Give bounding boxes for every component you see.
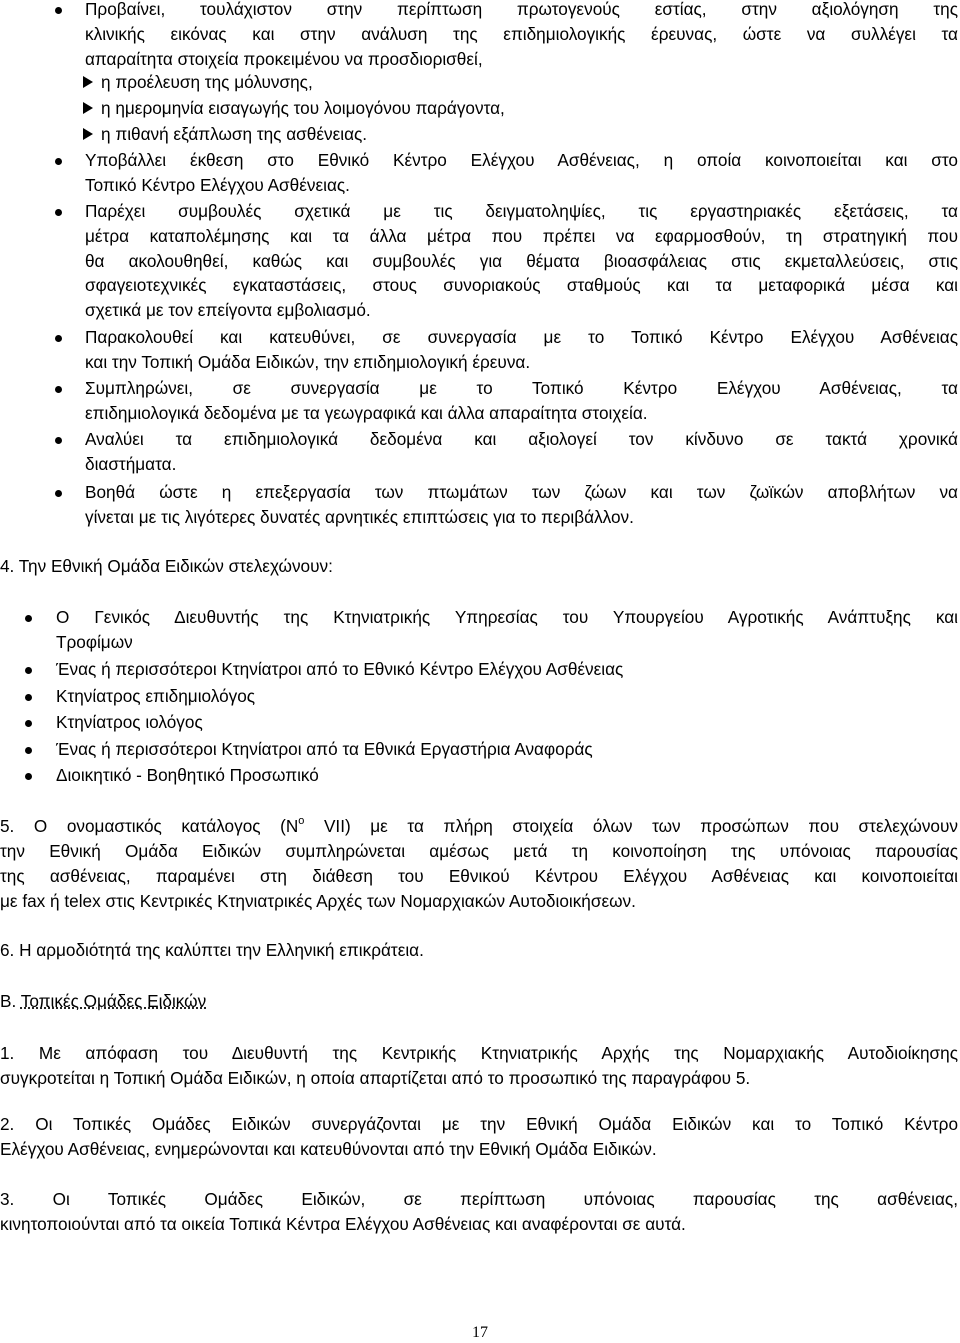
text-line: επιδημιολογικά δεδομένα με τα γεωγραφικά και άλλα απαραίτητα στοιχεία.	[85, 402, 648, 423]
bullet-dot-icon	[55, 335, 62, 342]
arrow-item-text: η ημερομηνία εισαγωγής του λοιμογόνου παράγοντα,	[101, 98, 505, 118]
bullet-item	[85, 148, 958, 198]
text-line: θα ακολουθηθεί, καθώς και συμβουλές για θέματα βιοασφάλειας στις εκμεταλλεύσεις, στις	[85, 250, 958, 271]
bullet-item	[85, 0, 958, 71]
text-line: Βοηθά ώστε η επεξεργασία των πτωμάτων των ζώων και των ζωϊκών αποβλήτων να	[85, 482, 958, 502]
text-line: διαστήματα.	[85, 453, 177, 474]
text-line: συγκροτείται η Τοπική Ομάδα Ειδικών, η οποία απαρτίζεται από το προσωπικό της παραγράφου 5.	[0, 1068, 751, 1088]
bullet-dot-icon	[25, 720, 32, 727]
text-line: την Εθνική Ομάδα Ειδικών συμπληρώνεται αμέσως μετά τη κοινοποίηση της υπόνοιας παρουσίας	[0, 841, 958, 861]
team-member-item	[56, 763, 958, 788]
text-line: κινητοποιούνται από τα οικεία Τοπικά Κέντρα Ελέγχου Ασθένειας και αναφέρονται σε αυτά.	[0, 1214, 686, 1234]
team-member-item	[56, 710, 958, 735]
section-6-text: 6. Η αρμοδιότητά της καλύπτει την Ελληνική επικράτεια.	[0, 940, 424, 960]
arrow-right-icon	[83, 102, 93, 114]
text-line: Προβαίνει, τουλάχιστον στην περίπτωση πρωτογενούς εστίας, στην αξιολόγηση της	[85, 0, 958, 19]
text-line: γίνεται με τις λιγότερες δυνατές αρνητικές επιπτώσεις για το περιβάλλον.	[85, 506, 634, 527]
bullet-item	[85, 199, 958, 323]
text-line: Αναλύει τα επιδημιολογικά δεδομένα και αξιολογεί τον κίνδυνο σε τακτά χρονικά	[85, 429, 958, 449]
bullet-dot-icon	[55, 7, 62, 14]
text-line: σφαγειοτεχνικές εγκαταστάσεις, στους συνοριακούς σταθμούς και τα μεταφορικά μέσα και	[85, 275, 958, 296]
text-line: Τροφίμων	[56, 631, 133, 652]
text-line: απαραίτητα στοιχεία προκειμένου να προσδιορισθεί,	[85, 48, 483, 69]
text-line: Ένας ή περισσότεροι Κτηνίατροι από τα Εθνικά Εργαστήρια Αναφοράς	[56, 739, 593, 759]
bullet-dot-icon	[25, 773, 32, 780]
text-line: Τοπικό Κέντρο Ελέγχου Ασθένειας.	[85, 174, 350, 195]
text-line: Παρακολουθεί και κατευθύνει, σε συνεργασία με το Τοπικό Κέντρο Ελέγχου Ασθένειας	[85, 327, 958, 347]
text-line: μέτρα καταπολέμησης και τα άλλα μέτρα που πρέπει να εφαρμοσθούν, τη στρατηγική που	[85, 225, 958, 246]
bullet-dot-icon	[25, 747, 32, 754]
text-line: Ελέγχου Ασθένειας, ενημερώνονται και κατευθύνονται από την Εθνική Ομάδα Ειδικών.	[0, 1139, 657, 1159]
team-member-item	[56, 657, 958, 682]
section-4-heading: 4. Την Εθνική Ομάδα Ειδικών στελεχώνουν:	[0, 556, 333, 576]
text-fragment: VII) με τα πλήρη στοιχεία όλων των προσώπων που στελεχώνουν	[304, 816, 958, 836]
text-line: Ο Γενικός Διευθυντής της Κτηνιατρικής Υπηρεσίας του Υπουργείου Αγροτικής Ανάπτυξης και	[56, 607, 958, 627]
b-paragraph-1	[0, 1041, 958, 1091]
section-5-paragraph	[0, 814, 958, 914]
superscript: ο	[298, 815, 305, 827]
bullet-dot-icon	[55, 209, 62, 216]
arrow-right-icon	[83, 128, 93, 140]
arrow-right-icon	[83, 76, 93, 88]
bullet-item	[85, 480, 958, 530]
text-line: κλινικής εικόνας και στην ανάλυση της επιδημιολογικής έρευνας, ώστε να συλλέγει τα	[85, 23, 958, 44]
text-line: 2. Οι Τοπικές Ομάδες Ειδικών συνεργάζονται με την Εθνική Ομάδα Ειδικών και το Τοπικό Κέντρο	[0, 1114, 958, 1134]
team-member-item	[56, 605, 958, 655]
text-line	[0, 814, 958, 839]
text-line: Κτηνίατρος ιολόγος	[56, 712, 203, 732]
text-line: και την Τοπική Ομάδα Ειδικών, την επιδημιολογική έρευνα.	[85, 351, 531, 372]
text-line: της ασθένειας, παραμένει στη διάθεση του Εθνικού Κέντρου Ελέγχου Ασθένειας και κοινοποιείται	[0, 866, 958, 886]
text-line: Συμπληρώνει, σε συνεργασία με το Τοπικό Κέντρο Ελέγχου Ασθένειας, τα	[85, 378, 958, 398]
text-line: 1. Με απόφαση του Διευθυντή της Κεντρικής Κτηνιατρικής Αρχής της Νομαρχιακής Αυτοδιοίκησης	[0, 1043, 958, 1063]
team-member-item	[56, 684, 958, 709]
bullet-dot-icon	[55, 386, 62, 393]
bullet-dot-icon	[25, 615, 32, 622]
bullet-item	[85, 427, 958, 477]
text-fragment: 5. Ο ονομαστικός κατάλογος (Ν	[0, 816, 299, 836]
text-line: Κτηνίατρος επιδημιολόγος	[56, 686, 256, 706]
text-line: Διοικητικό - Βοηθητικό Προσωπικό	[56, 765, 319, 785]
bullet-item	[85, 376, 958, 426]
bullet-dot-icon	[55, 158, 62, 165]
b-paragraph-3	[0, 1187, 958, 1237]
text-line: 3. Οι Τοπικές Ομάδες Ειδικών, σε περίπτωση υπόνοιας παρουσίας της ασθένειας,	[0, 1189, 958, 1209]
text-line: σχετικά με τον επείγοντα εμβολιασμό.	[85, 300, 371, 321]
text-line: Υποβάλλει έκθεση στο Εθνικό Κέντρο Ελέγχου Ασθένειας, η οποία κοινοποιείται και στο	[85, 150, 958, 170]
section-b-prefix: Β.	[0, 991, 21, 1011]
bullet-dot-icon	[55, 490, 62, 497]
bullet-dot-icon	[25, 667, 32, 674]
arrow-item-text: η προέλευση της μόλυνσης,	[101, 72, 313, 92]
b-paragraph-2	[0, 1112, 958, 1162]
bullet-dot-icon	[55, 437, 62, 444]
bullet-item	[85, 325, 958, 375]
section-b-title: Τοπικές Ομάδες Ειδικών	[20, 991, 207, 1011]
section-b-heading	[0, 989, 206, 1013]
text-line: Παρέχει συμβουλές σχετικά με τις δειγματοληψίες, τις εργαστηριακές εξετάσεις, τα	[85, 201, 958, 221]
text-line: Ένας ή περισσότεροι Κτηνίατροι από το Εθνικό Κέντρο Ελέγχου Ασθένειας	[56, 659, 624, 679]
page-number: 17	[472, 1324, 488, 1341]
bullet-dot-icon	[25, 694, 32, 701]
arrow-item-text: η πιθανή εξάπλωση της ασθένειας.	[101, 124, 368, 144]
team-member-item	[56, 737, 958, 762]
text-line: με fax ή telex στις Κεντρικές Κτηνιατρικές Αρχές των Νομαρχιακών Αυτοδιοικήσεων.	[0, 891, 636, 911]
